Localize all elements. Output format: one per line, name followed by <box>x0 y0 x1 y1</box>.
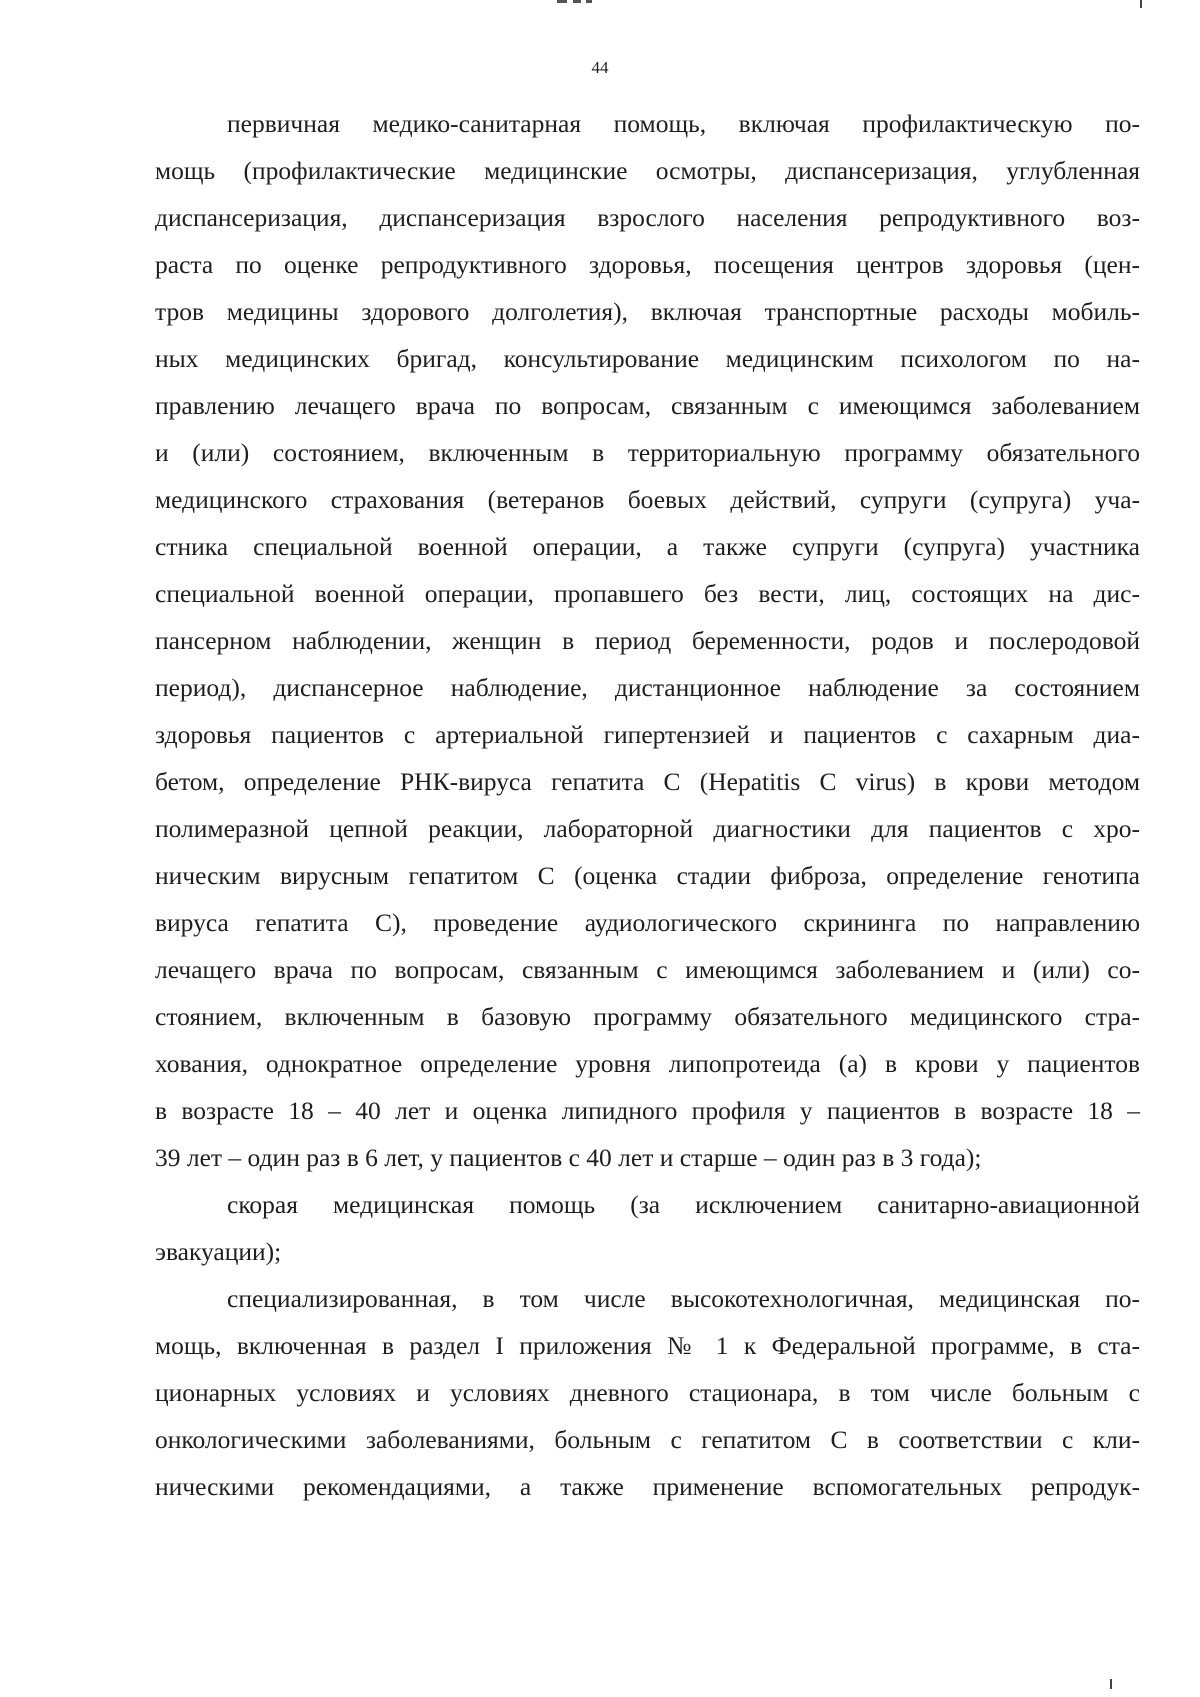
paragraph-line: пансерном наблюдении, женщин в период беременности, родов и послеродовой <box>155 626 1140 655</box>
paragraph-line: эвакуации); <box>155 1237 282 1266</box>
paragraph-line: 39 лет – один раз в 6 лет, у пациентов с 40 лет и старше – один раз в 3 года); <box>155 1143 982 1172</box>
paragraph-line: стоянием, включенным в базовую программу обязательного медицинского стра- <box>155 1002 1140 1031</box>
document-body <box>155 100 1140 1510</box>
paragraph-line: стника специальной военной операции, а также супруги (супруга) участника <box>155 532 1140 561</box>
paragraph-line: хования, однократное определение уровня липопротеида (а) в крови у пациентов <box>155 1049 1140 1078</box>
scan-artifact <box>586 0 592 3</box>
paragraph <box>155 1181 1140 1275</box>
paragraph-line: ных медицинских бригад, консультирование медицинским психологом по на- <box>155 344 1140 373</box>
paragraph-line: в возрасте 18 – 40 лет и оценка липидного профиля у пациентов в возрасте 18 – <box>155 1096 1140 1125</box>
scan-artifact <box>1140 0 1142 8</box>
scan-artifact <box>557 0 567 3</box>
paragraph-line: здоровья пациентов с артериальной гипертензией и пациентов с сахарным диа- <box>155 720 1140 749</box>
paragraph <box>155 100 1140 1181</box>
paragraph <box>155 1275 1140 1510</box>
paragraph-line: бетом, определение РНК-вируса гепатита С (Hepatitis С virus) в крови методом <box>155 767 1140 796</box>
paragraph-line: мощь, включенная в раздел I приложения № 1 к Федеральной программе, в ста- <box>155 1331 1140 1360</box>
paragraph-line: первичная медико-санитарная помощь, включая профилактическую по- <box>227 109 1140 138</box>
paragraph-line: мощь (профилактические медицинские осмотры, диспансеризация, углубленная <box>155 156 1140 185</box>
paragraph-line: медицинского страхования (ветеранов боевых действий, супруги (супруга) уча- <box>155 485 1140 514</box>
paragraph-line: и (или) состоянием, включенным в территориальную программу обязательного <box>155 438 1140 467</box>
paragraph-line: лечащего врача по вопросам, связанным с имеющимся заболеванием и (или) со- <box>155 955 1140 984</box>
paragraph-line: скорая медицинская помощь (за исключением санитарно-авиационной <box>227 1190 1140 1219</box>
scan-artifact <box>573 0 581 3</box>
paragraph-line: тров медицины здорового долголетия), включая транспортные расходы мобиль- <box>155 297 1140 326</box>
paragraph-line: полимеразной цепной реакции, лабораторной диагностики для пациентов с хро- <box>155 814 1140 843</box>
paragraph-line: ционарных условиях и условиях дневного стационара, в том числе больным с <box>155 1378 1140 1407</box>
paragraph-line: ническим вирусным гепатитом С (оценка стадии фиброза, определение генотипа <box>155 861 1140 890</box>
page-number: 44 <box>591 58 609 77</box>
scan-artifact <box>1110 1679 1112 1689</box>
paragraph-line: специализированная, в том числе высокотехнологичная, медицинская по- <box>227 1284 1140 1313</box>
paragraph-line: раста по оценке репродуктивного здоровья, посещения центров здоровья (цен- <box>155 250 1140 279</box>
paragraph-line: ническими рекомендациями, а также применение вспомогательных репродук- <box>155 1472 1140 1501</box>
paragraph-line: диспансеризация, диспансеризация взрослого населения репродуктивного воз- <box>155 203 1140 232</box>
paragraph-line: специальной военной операции, пропавшего без вести, лиц, состоящих на дис- <box>155 579 1140 608</box>
paragraph-line: правлению лечащего врача по вопросам, связанным с имеющимся заболеванием <box>155 391 1140 420</box>
paragraph-line: онкологическими заболеваниями, больным с гепатитом С в соответствии с кли- <box>155 1425 1140 1454</box>
paragraph-line: вируса гепатита С), проведение аудиологического скрининга по направлению <box>155 908 1140 937</box>
paragraph-line: период), диспансерное наблюдение, дистанционное наблюдение за состоянием <box>155 673 1140 702</box>
